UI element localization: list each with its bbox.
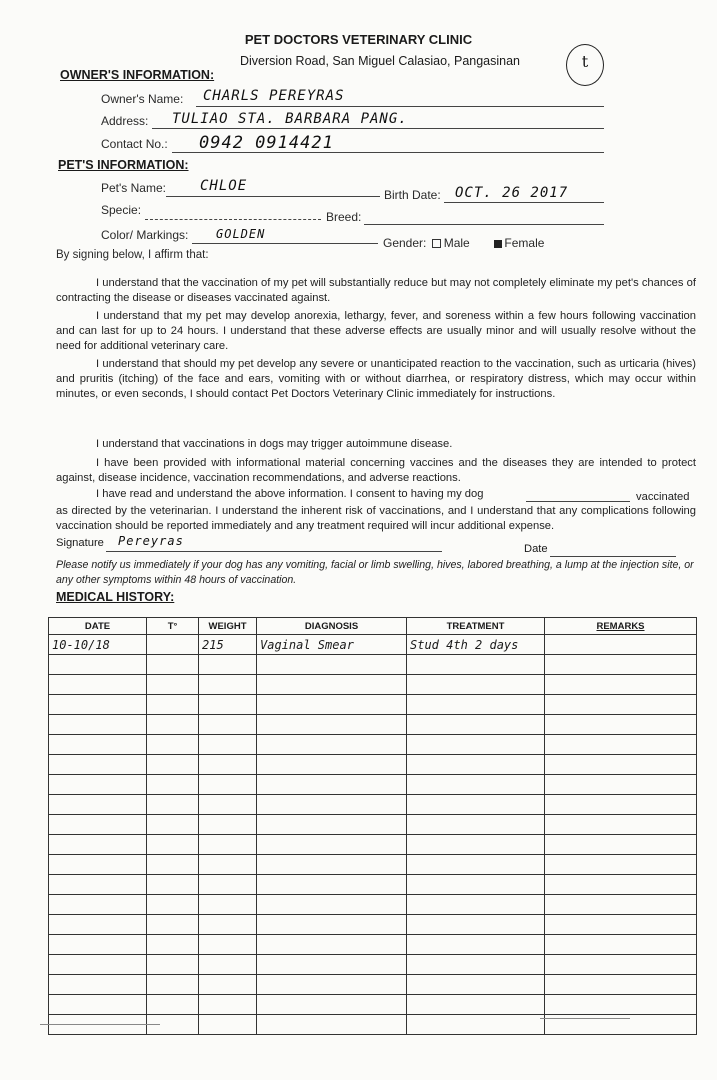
consent-paragraph-2: I understand that my pet may develop anorexia, lethargy, fever, and soreness within a few hours following vaccination and can last for up to 24 hours. I understand that these adverse effects are usually minor and will usually resolve without the need for additional veterinary care. [56, 310, 696, 352]
cell-weight[interactable] [199, 735, 257, 755]
cell-remarks[interactable] [545, 895, 697, 915]
cell-date[interactable] [49, 935, 147, 955]
table-row [49, 715, 697, 735]
cell-date[interactable] [49, 695, 147, 715]
consent-intro: By signing below, I affirm that: [56, 249, 209, 261]
cell-weight[interactable] [199, 675, 257, 695]
cell-weight[interactable] [199, 955, 257, 975]
column-header-diagnosis: DIAGNOSIS [257, 618, 407, 635]
male-checkbox[interactable] [432, 239, 441, 248]
table-row [49, 675, 697, 695]
cell-remarks[interactable] [545, 655, 697, 675]
cell-weight[interactable] [199, 835, 257, 855]
contact-value[interactable]: 0942 0914421 [199, 133, 334, 153]
cell-diagnosis[interactable] [257, 675, 407, 695]
corner-mark: t [566, 44, 604, 86]
table-row [49, 835, 697, 855]
cell-diagnosis[interactable] [257, 935, 407, 955]
cell-treatment[interactable] [407, 995, 545, 1015]
cell-remarks[interactable] [545, 715, 697, 735]
cell-temperature[interactable] [147, 735, 199, 755]
contact-label: Contact No.: [101, 137, 168, 151]
cell-temperature[interactable] [147, 995, 199, 1015]
pet-name-line [166, 196, 380, 197]
cell-date[interactable] [49, 855, 147, 875]
table-row [49, 935, 697, 955]
cell-date[interactable] [49, 775, 147, 795]
cell-treatment[interactable] [407, 735, 545, 755]
cell-date[interactable] [49, 915, 147, 935]
cell-temperature[interactable] [147, 895, 199, 915]
table-row [49, 695, 697, 715]
table-row [49, 635, 697, 655]
cell-date[interactable] [49, 815, 147, 835]
cell-diagnosis[interactable] [257, 975, 407, 995]
color-value[interactable]: GOLDEN [216, 227, 266, 241]
cell-date[interactable] [49, 715, 147, 735]
clinic-address: Diversion Road, San Miguel Calasiao, Pangasinan [239, 54, 521, 68]
cell-treatment[interactable] [407, 1015, 545, 1035]
date-line[interactable] [550, 556, 676, 557]
cell-date[interactable] [49, 995, 147, 1015]
cell-treatment[interactable] [407, 915, 545, 935]
cell-temperature[interactable] [147, 675, 199, 695]
cell-treatment[interactable] [407, 895, 545, 915]
cell-temperature[interactable] [147, 875, 199, 895]
cell-remarks[interactable] [545, 735, 697, 755]
cell-diagnosis[interactable] [257, 915, 407, 935]
birth-date-line [444, 202, 604, 203]
table-row [49, 735, 697, 755]
cell-diagnosis[interactable] [257, 715, 407, 735]
cell-remarks[interactable] [545, 695, 697, 715]
cell-diagnosis[interactable] [257, 895, 407, 915]
cell-remarks[interactable] [545, 755, 697, 775]
consent-paragraph-3: I understand that should my pet develop any severe or unanticipated reaction to the vaccination, such as urticaria (hives) and pruritis (itching) of the face and ears, vomiting with or without diarrhea, or respiratory distress, which may occur within minutes, or even seconds, I should contact Pet Doctors Veterinary Clinic immediately for instructions. [56, 358, 696, 400]
color-label: Color/ Markings: [101, 228, 189, 242]
specie-label: Specie: [101, 203, 142, 217]
table-row [49, 995, 697, 1015]
cell-treatment[interactable] [407, 855, 545, 875]
breed-line[interactable] [364, 224, 604, 225]
cell-diagnosis[interactable] [257, 835, 407, 855]
cell-treatment[interactable] [407, 955, 545, 975]
cell-treatment[interactable] [407, 755, 545, 775]
cell-diagnosis[interactable] [257, 955, 407, 975]
clinic-name: PET DOCTORS VETERINARY CLINIC [244, 32, 473, 47]
owner-section-title: OWNER'S INFORMATION: [60, 68, 215, 82]
column-header-weight: WEIGHT [199, 618, 257, 635]
cell-treatment[interactable] [407, 975, 545, 995]
cell-date[interactable] [49, 895, 147, 915]
table-header-row [49, 618, 697, 635]
cell-remarks[interactable] [545, 775, 697, 795]
table-row [49, 655, 697, 675]
cell-treatment[interactable] [407, 935, 545, 955]
dog-name-line[interactable] [526, 501, 630, 502]
cell-weight[interactable] [199, 895, 257, 915]
birth-date-value[interactable]: OCT. 26 2017 [455, 185, 569, 201]
table-row [49, 755, 697, 775]
signature-label: Signature [56, 537, 104, 549]
consent-paragraph-6b: vaccinated [636, 491, 690, 503]
cell-temperature[interactable] [147, 755, 199, 775]
consent-paragraph-1: I understand that the vaccination of my pet will substantially reduce but may not completely eliminate my pet's chances of contracting the disease or diseases vaccinated against. [56, 277, 696, 304]
cell-diagnosis[interactable] [257, 855, 407, 875]
cell-temperature[interactable] [147, 975, 199, 995]
male-label: Male [443, 236, 470, 250]
specie-line[interactable] [145, 219, 321, 220]
cell-temperature[interactable] [147, 715, 199, 735]
cell-treatment[interactable] [407, 835, 545, 855]
cell-temperature[interactable] [147, 855, 199, 875]
date-label: Date [524, 543, 548, 555]
cell-date[interactable] [49, 675, 147, 695]
column-header-treatment: TREATMENT [407, 618, 545, 635]
cell-remarks[interactable] [545, 815, 697, 835]
cell-temperature[interactable] [147, 935, 199, 955]
medical-history-title: MEDICAL HISTORY: [56, 590, 175, 604]
owner-name-label: Owner's Name: [101, 92, 184, 106]
cell-treatment[interactable] [407, 815, 545, 835]
cell-diagnosis[interactable] [257, 655, 407, 675]
owner-name-line [196, 106, 604, 107]
cell-weight[interactable] [199, 975, 257, 995]
cell-remarks[interactable] [545, 875, 697, 895]
cell-date[interactable] [49, 875, 147, 895]
cell-weight[interactable] [199, 695, 257, 715]
cell-temperature[interactable] [147, 915, 199, 935]
cell-temperature[interactable] [147, 655, 199, 675]
color-line [192, 243, 378, 244]
table-row [49, 915, 697, 935]
pet-name-value[interactable]: CHLOE [200, 178, 248, 194]
cell-treatment[interactable] [407, 715, 545, 735]
cell-date[interactable] [49, 955, 147, 975]
bottom-divider-right [540, 1018, 630, 1019]
cell-diagnosis[interactable] [257, 1015, 407, 1035]
table-row [49, 855, 697, 875]
cell-weight[interactable] [199, 715, 257, 735]
cell-date[interactable] [49, 735, 147, 755]
cell-temperature[interactable] [147, 955, 199, 975]
cell-date[interactable] [49, 975, 147, 995]
cell-remarks[interactable] [545, 675, 697, 695]
cell-diagnosis[interactable] [257, 695, 407, 715]
cell-weight[interactable] [199, 755, 257, 775]
cell-weight[interactable] [199, 775, 257, 795]
cell-temperature[interactable] [147, 815, 199, 835]
signature-value[interactable]: Pereyras [118, 534, 184, 548]
cell-weight[interactable] [199, 995, 257, 1015]
gender-field [383, 236, 544, 250]
table-row [49, 955, 697, 975]
owner-address-label: Address: [101, 114, 149, 128]
cell-remarks[interactable] [545, 955, 697, 975]
cell-remarks[interactable] [545, 935, 697, 955]
cell-temperature[interactable] [147, 635, 199, 655]
cell-weight[interactable] [199, 815, 257, 835]
owner-address-line [152, 128, 604, 129]
birth-date-label: Birth Date: [384, 188, 441, 202]
cell-date[interactable] [49, 655, 147, 675]
cell-weight[interactable] [199, 915, 257, 935]
cell-remarks[interactable] [545, 975, 697, 995]
cell-remarks[interactable] [545, 915, 697, 935]
cell-weight[interactable] [199, 935, 257, 955]
gender-label: Gender: [383, 236, 427, 250]
cell-treatment[interactable] [407, 675, 545, 695]
column-header-temperature: T° [147, 618, 199, 635]
table-row [49, 895, 697, 915]
table-row [49, 795, 697, 815]
cell-temperature[interactable] [147, 795, 199, 815]
column-header-remarks: REMARKS [545, 618, 697, 635]
cell-diagnosis[interactable] [257, 815, 407, 835]
consent-paragraph-4: I understand that vaccinations in dogs may trigger autoimmune disease. [96, 438, 453, 450]
cell-diagnosis[interactable]: Vaginal Smear [257, 635, 407, 655]
cell-diagnosis[interactable] [257, 795, 407, 815]
pet-name-label: Pet's Name: [101, 181, 166, 195]
bottom-divider-left [40, 1024, 160, 1025]
notice-text: Please notify us immediately if your dog has any vomiting, facial or limb swelling, hives, labored breathing, a lump at the injection site, or any other symptoms within 48 hours of vaccination. [56, 559, 694, 586]
cell-weight[interactable] [199, 1015, 257, 1035]
cell-weight[interactable] [199, 875, 257, 895]
cell-remarks[interactable] [545, 855, 697, 875]
consent-paragraph-6c: as directed by the veterinarian. I understand the inherent risk of vaccinations, and I understand that any complications following vaccination should be reported immediately and any treatment required will incur additional expense. [56, 505, 696, 532]
owner-address-value[interactable]: TULIAO STA. BARBARA PANG. [172, 111, 408, 127]
cell-date[interactable] [49, 795, 147, 815]
cell-weight[interactable]: 215 [199, 635, 257, 655]
cell-remarks[interactable] [545, 795, 697, 815]
cell-treatment[interactable] [407, 655, 545, 675]
cell-diagnosis[interactable] [257, 995, 407, 1015]
cell-temperature[interactable] [147, 835, 199, 855]
table-row [49, 815, 697, 835]
cell-diagnosis[interactable] [257, 755, 407, 775]
cell-treatment[interactable] [407, 795, 545, 815]
cell-date[interactable] [49, 835, 147, 855]
cell-treatment[interactable] [407, 875, 545, 895]
cell-temperature[interactable] [147, 775, 199, 795]
signature-line [106, 551, 442, 552]
owner-name-value[interactable]: CHARLS PEREYRAS [203, 88, 345, 104]
female-checkbox[interactable] [494, 240, 502, 248]
cell-diagnosis[interactable] [257, 775, 407, 795]
breed-label: Breed: [326, 210, 362, 224]
cell-date[interactable] [49, 755, 147, 775]
column-header-date: DATE [49, 618, 147, 635]
cell-treatment[interactable] [407, 775, 545, 795]
cell-treatment[interactable]: Stud 4th 2 days [407, 635, 545, 655]
table-row [49, 975, 697, 995]
cell-weight[interactable] [199, 655, 257, 675]
medical-history-table [48, 617, 697, 1035]
cell-weight[interactable] [199, 795, 257, 815]
cell-date[interactable]: 10-10/18 [49, 635, 147, 655]
cell-weight[interactable] [199, 855, 257, 875]
female-label: Female [504, 236, 545, 250]
cell-remarks[interactable] [545, 635, 697, 655]
cell-remarks[interactable] [545, 835, 697, 855]
table-row [49, 875, 697, 895]
cell-remarks[interactable] [545, 995, 697, 1015]
cell-temperature[interactable] [147, 695, 199, 715]
cell-treatment[interactable] [407, 695, 545, 715]
consent-paragraph-5: I have been provided with informational material concerning vaccines and the diseases they are intended to protect against, disease incidence, vaccination recommendations, and adverse reactions. [56, 457, 696, 484]
cell-diagnosis[interactable] [257, 735, 407, 755]
cell-diagnosis[interactable] [257, 875, 407, 895]
table-row [49, 775, 697, 795]
pet-section-title: PET'S INFORMATION: [58, 158, 189, 172]
consent-paragraph-6a: I have read and understand the above information. I consent to having my dog [96, 488, 484, 500]
